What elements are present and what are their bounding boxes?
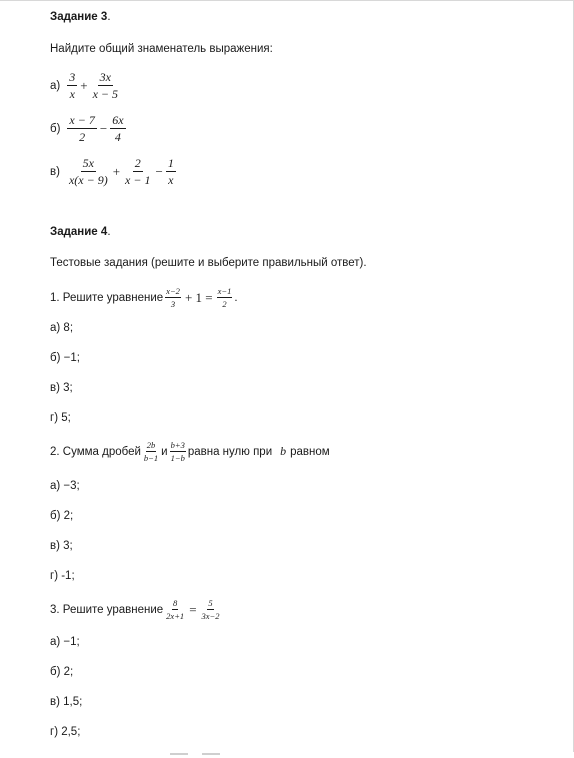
fraction [217,286,233,309]
item-c-label: в) [50,165,60,178]
fraction [170,440,186,463]
answer-option[interactable]: б) −1; [50,352,80,364]
operator: + [112,163,121,179]
numerator: x−1 [217,286,232,296]
variable-b: b [280,444,287,458]
numerator: 3 [69,70,76,84]
fraction [166,156,176,187]
task3-item-b [50,113,127,144]
fraction [67,70,77,101]
task4-title: Задание 4 [50,226,108,238]
operator: − [155,163,163,179]
fraction [165,598,185,621]
task3-heading [50,11,111,23]
fraction [67,113,96,144]
fraction [67,156,110,187]
question-3-prefix: 3. Решите уравнение [50,603,164,616]
task4-heading [50,226,111,238]
denominator: 2x+1 [166,611,185,621]
task3-item-a [50,70,121,101]
question-2-text: равна нулю при [187,445,273,458]
answer-option[interactable]: в) 1,5; [50,696,83,708]
fraction [143,440,159,463]
answer-option[interactable]: а) −3; [50,480,80,492]
answer-option[interactable]: г) -1; [50,570,75,582]
question-2 [50,440,330,463]
denominator: 2 [79,130,86,144]
question-2-and: и [161,445,168,458]
fraction [110,113,125,144]
task3-instruction: Найдите общий знаменатель выражения: [50,43,273,55]
answer-option[interactable]: а) 8; [50,322,74,334]
operator: + [80,77,88,93]
operator: − [99,120,108,136]
cut-off-content [170,746,240,752]
question-1 [50,286,238,309]
answer-option[interactable]: б) 2; [50,510,74,522]
numerator: 2 [134,156,141,170]
denominator: x [168,173,174,187]
item-a-label: а) [50,79,61,92]
equation-middle: + 1 = [184,289,213,305]
answer-option[interactable]: г) 5; [50,412,71,424]
denominator: 3x−2 [201,611,220,621]
equals-sign: = [189,601,197,617]
question-2-tail: равном [290,445,330,458]
question-3 [50,598,223,621]
fraction [91,70,120,101]
denominator: x − 1 [125,173,151,187]
answer-option[interactable]: г) 2,5; [50,726,81,738]
task3-item-c [50,156,177,187]
denominator: 2 [222,299,227,309]
numerator: 5x [82,156,94,170]
numerator: b+3 [170,440,185,450]
question-1-suffix: . [234,291,238,304]
fraction [201,598,221,621]
numerator: 6x [112,113,124,127]
item-b-label: б) [50,122,61,135]
denominator: 4 [114,130,121,144]
numerator: x − 7 [69,113,95,127]
task4-title-suffix: . [107,226,111,238]
numerator: 2b [146,440,156,450]
denominator: x [69,87,75,101]
fraction [123,156,152,187]
numerator: 3x [99,70,111,84]
denominator: 3 [170,299,176,309]
answer-option[interactable]: а) −1; [50,636,80,648]
answer-option[interactable]: в) 3; [50,540,73,552]
numerator: 5 [208,598,213,608]
task4-instruction: Тестовые задания (решите и выберите правильный ответ). [50,257,367,269]
answer-option[interactable]: в) 3; [50,382,73,394]
numerator: x−2 [166,286,180,296]
denominator: b−1 [143,453,159,463]
denominator: x(x − 9) [68,173,108,187]
denominator: x − 5 [92,87,119,101]
page-border-top [0,0,574,1]
question-1-prefix: 1. Решите уравнение [50,291,164,304]
fraction [165,286,181,309]
task3-title-suffix: . [107,11,111,23]
numerator: 1 [167,156,174,170]
denominator: 1−b [170,453,185,463]
question-2-prefix: 2. Сумма дробей [50,445,141,458]
answer-option[interactable]: б) 2; [50,666,74,678]
numerator: 8 [173,598,178,608]
task3-title: Задание 3 [50,11,108,23]
